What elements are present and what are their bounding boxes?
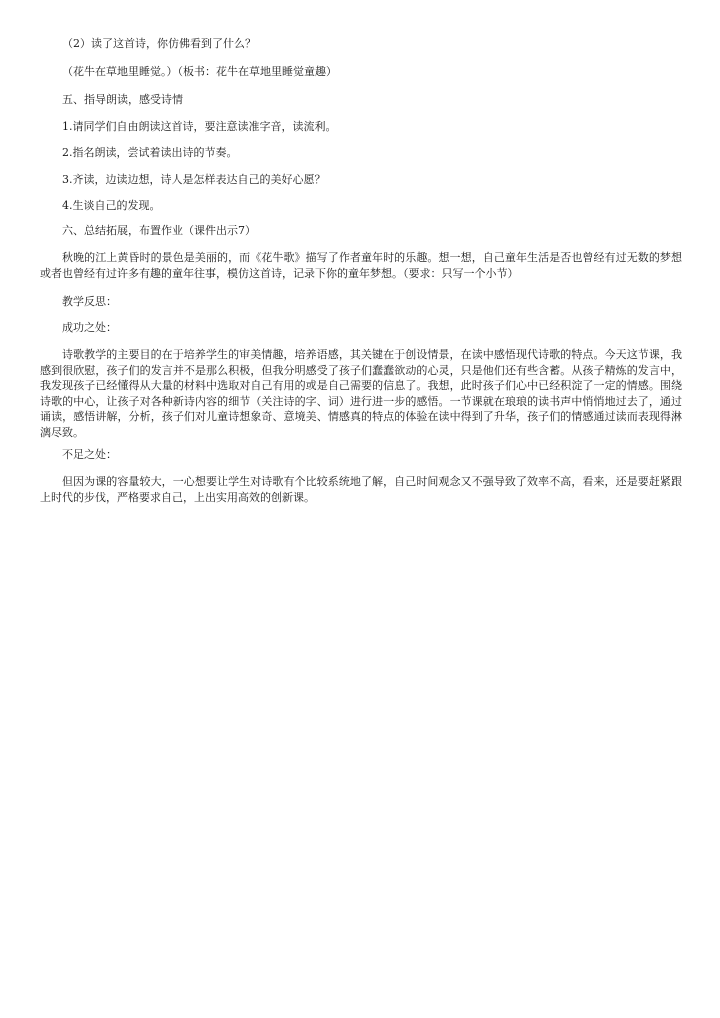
section-6-heading: 六、总结拓展，布置作业（课件出示7） <box>62 224 256 237</box>
question-2-line: （2）读了这首诗，你仿佛看到了什么？ <box>62 37 256 50</box>
step-3-line: 3.齐读，边读边想，诗人是怎样表达自己的美好心愿？ <box>62 173 326 186</box>
autumn-paragraph: 秋晚的江上黄昏时的景色是美丽的，而《花牛歌》描写了作者童年时的乐趣。想一想，自己童年生活是否也曾经有过无数的梦想或者也曾经有过许多有趣的童年往事，模仿这首诗，记录下你的童年梦想。（要求：只写一个小节） <box>40 251 682 280</box>
step-4-line: 4.生谈自己的发现。 <box>62 199 161 212</box>
success-heading: 成功之处： <box>62 321 117 334</box>
section-5-heading: 五、指导朗读，感受诗情 <box>62 93 183 106</box>
step-2-line: 2.指名朗读，尝试着读出诗的节奏。 <box>62 146 238 159</box>
success-paragraph: 诗歌教学的主要目的在于培养学生的审美情趣，培养语感，其关键在于创设情景，在读中感悟现代诗歌的特点。今天这节课，我感到很欣慰，孩子们的发言并不是那么积极，但我分明感受了孩子们蠢蠢欲动的心灵，只是他们还有些含蓄。从孩子精炼的发言中，我发现孩子已经懂得从大量的材料中选取对自己有用的或是自己需要的信息了。我想，此时孩子们心中已经积淀了一定的情感。围绕诗歌的中心，让孩子对各种新诗内容的细节（关注诗的字、词）进行进一步的感悟。一节课就在琅琅的读书声中悄悄地过去了，通过诵读，感悟讲解，分析，孩子们对儿童诗想象奇、意境美、情感真的特点的体验在读中得到了升华，孩子们的情感通过读而表现得淋漓尽致。 <box>40 348 682 439</box>
shortcoming-paragraph: 但因为课的容量较大，一心想要让学生对诗歌有个比较系统地了解，自己时间观念又不强导致了效率不高，看来，还是要赶紧跟上时代的步伐，严格要求自己，上出实用高效的创新课。 <box>40 475 682 504</box>
answer-board-note-line: （花牛在草地里睡觉。）（板书：花牛在草地里睡觉童趣） <box>62 65 337 78</box>
shortcoming-heading: 不足之处： <box>62 448 117 461</box>
step-1-line: 1.请同学们自由朗读这首诗，要注意读准字音，读流利。 <box>62 120 337 133</box>
reflection-heading: 教学反思： <box>62 295 117 308</box>
